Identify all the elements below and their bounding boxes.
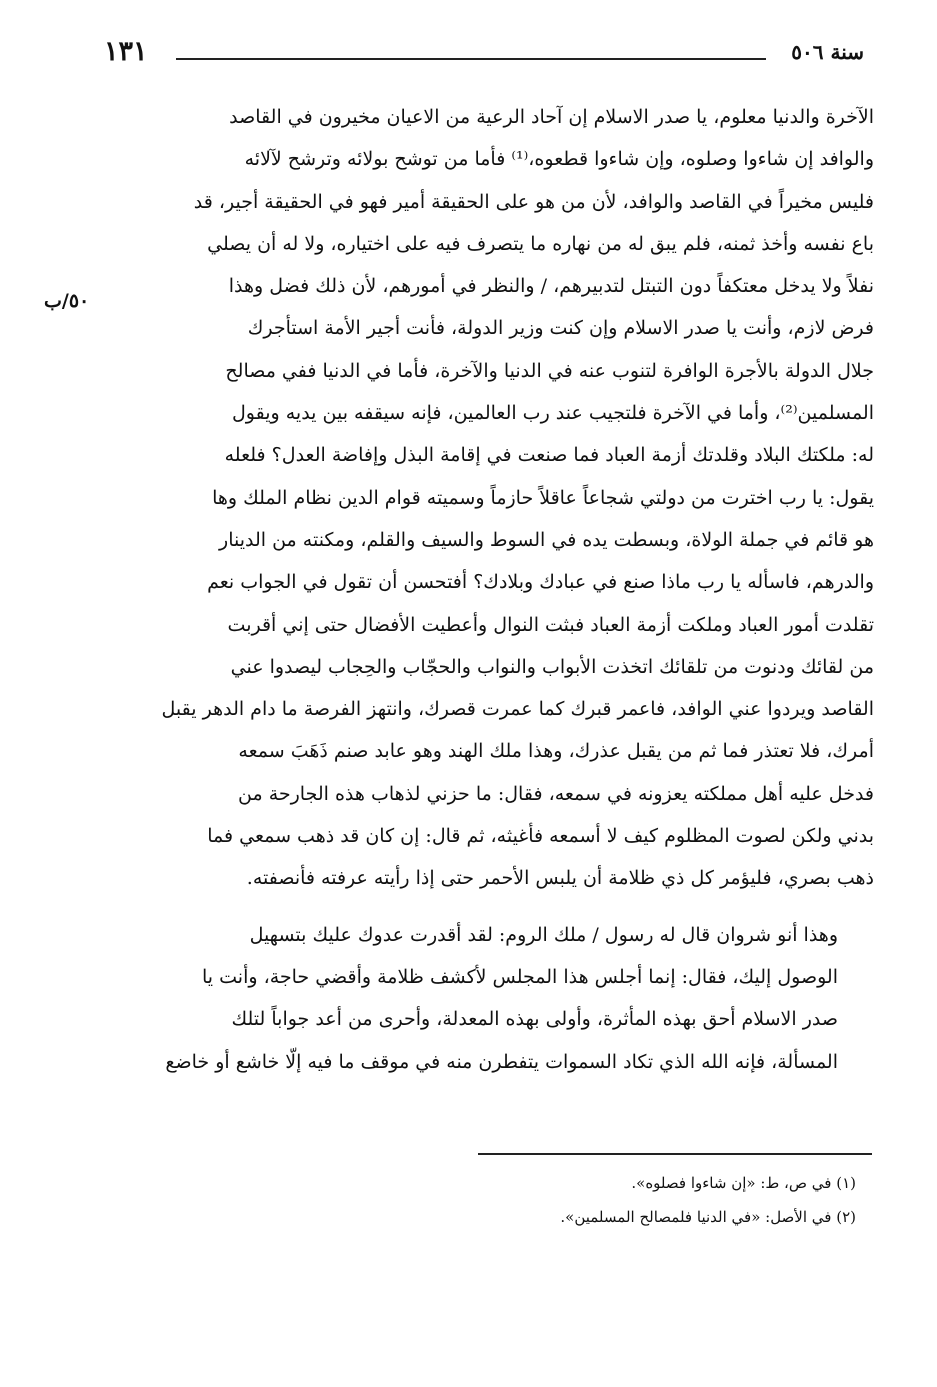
header-rule [176,58,766,60]
text-line: المسلمين⁽²⁾، وأما في الآخرة فلتجيب عند رب العالمين، فإنه سيقفه بين يديه ويقول [232,402,874,425]
text-line: فدخل عليه أهل مملكته يعزونه في سمعه، فقال: ما حزني لذهاب هذه الجارحة من [238,782,874,805]
text-line: الوصول إليك، فقال: إنما أجلس هذا المجلس لأكشف ظلامة وأقضي حاجة، وأنت يا [202,965,838,988]
text-line: له: ملكتك البلاد وقلدتك أزمة العباد فما صنعت في إقامة البذل وإفاضة العدل؟ فلعله [224,444,874,467]
paragraph-2 [140,914,874,1083]
text-line: فرض لازم، وأنت يا صدر الاسلام وإن كنت وزير الدولة، فأنت أجير الأمة استأجرك [247,317,874,340]
footnotes [300,1166,856,1234]
text-line: نفلاً ولا يدخل معتكفاً دون التبتل لتدبيرهم، / والنظر في أمورهم، لأن ذلك فضل وهذا [228,275,874,298]
main-text [140,96,874,1083]
text-line: وهذا أنو شروان قال له رسول / ملك الروم: لقد أقدرت عدوك عليك بتسهيل [249,923,838,946]
footnote-1: (١) في ص، ط: «إن شاءوا فصلوه». [631,1174,856,1192]
manuscript-folio-marker: ٥٠/ب [44,290,90,312]
paragraph-1 [140,96,874,900]
text-line: فليس مخيراً في القاصد والوافد، لأن من هو على الحقيقة أمير فهو في الحقيقة أجير، قد [193,190,874,213]
text-line: الآخرة والدنيا معلوم، يا صدر الاسلام إن آحاد الرعية من الاعيان مخيرون في القاصد [229,106,874,128]
footnote-rule [478,1153,872,1155]
chapter-year: سنة ٥٠٦ [791,40,864,64]
text-line: أمرك، فلا تعتذر فما ثم من يقبل عذرك، وهذا ملك الهند وهو عابد صنم ذَهَبَ سمعه [238,740,874,763]
text-line: القاصد ويردوا عني الوافد، فاعمر قبرك كما عمرت قصرك، وانتهز الفرصة ما دام الدهر يقبل [161,698,874,721]
text-line: جلال الدولة بالأجرة الوافرة لتنوب عنه في الدنيا والآخرة، فأما في الدنيا ففي مصالح [225,359,874,382]
running-head [104,34,864,74]
text-line: هو قائم في جملة الولاة، وبسطت يده في السوط والسيف والقلم، ومكنته من الدينار [219,528,874,551]
text-line: والوافد إن شاءوا وصلوه، وإن شاءوا قطعوه،⁽¹⁾ فأما من توشح بولائه وترشح لآلائه [244,148,874,171]
text-line: بدني ولكن لصوت المظلوم كيف لا أسمعه فأغيثه، ثم قال: إن كان قد ذهب سمعي فما [207,825,874,848]
text-line: يقول: يا رب اخترت من دولتي شجاعاً عاقلاً حازماً وسميته قوام الدين نظام الملك وها [212,486,874,509]
text-line: من لقائك ودنوت من تلقائك اتخذت الأبواب والنواب والحجّاب والحِجاب ليصدوا عني [230,655,874,678]
text-line: والدرهم، فاسأله يا رب ماذا صنع في عبادك وبلادك؟ أفتحسن أن تقول في الجواب نعم [207,571,874,594]
footnote-2: (٢) في الأصل: «في الدنيا فلمصالح المسلمين». [560,1208,856,1226]
text-line: ذهب بصري، فليؤمر كل ذي ظلامة أن يلبس الأحمر حتى إذا رأيته عرفته فأنصفته. [246,867,874,890]
text-line: تقلدت أمور العباد وملكت أزمة العباد فبثت النوال وأعطيت الأفضال حتى إني أقربت [227,613,874,636]
text-line: باع نفسه وأخذ ثمنه، فلم يبق له من نهاره ما يتصرف فيه على اختياره، ولا له أن يصلي [207,232,874,255]
text-line: المسألة، فإنه الله الذي تكاد السموات يتفطرن منه في موقف ما فيه إلّا خاشع أو خاضع [165,1050,838,1073]
page-number: ١٣١ [104,36,148,67]
text-line: صدر الاسلام أحق بهذه المأثرة، وأولى بهذه المعدلة، وأحرى من أعد جواباً لتلك [231,1008,838,1031]
